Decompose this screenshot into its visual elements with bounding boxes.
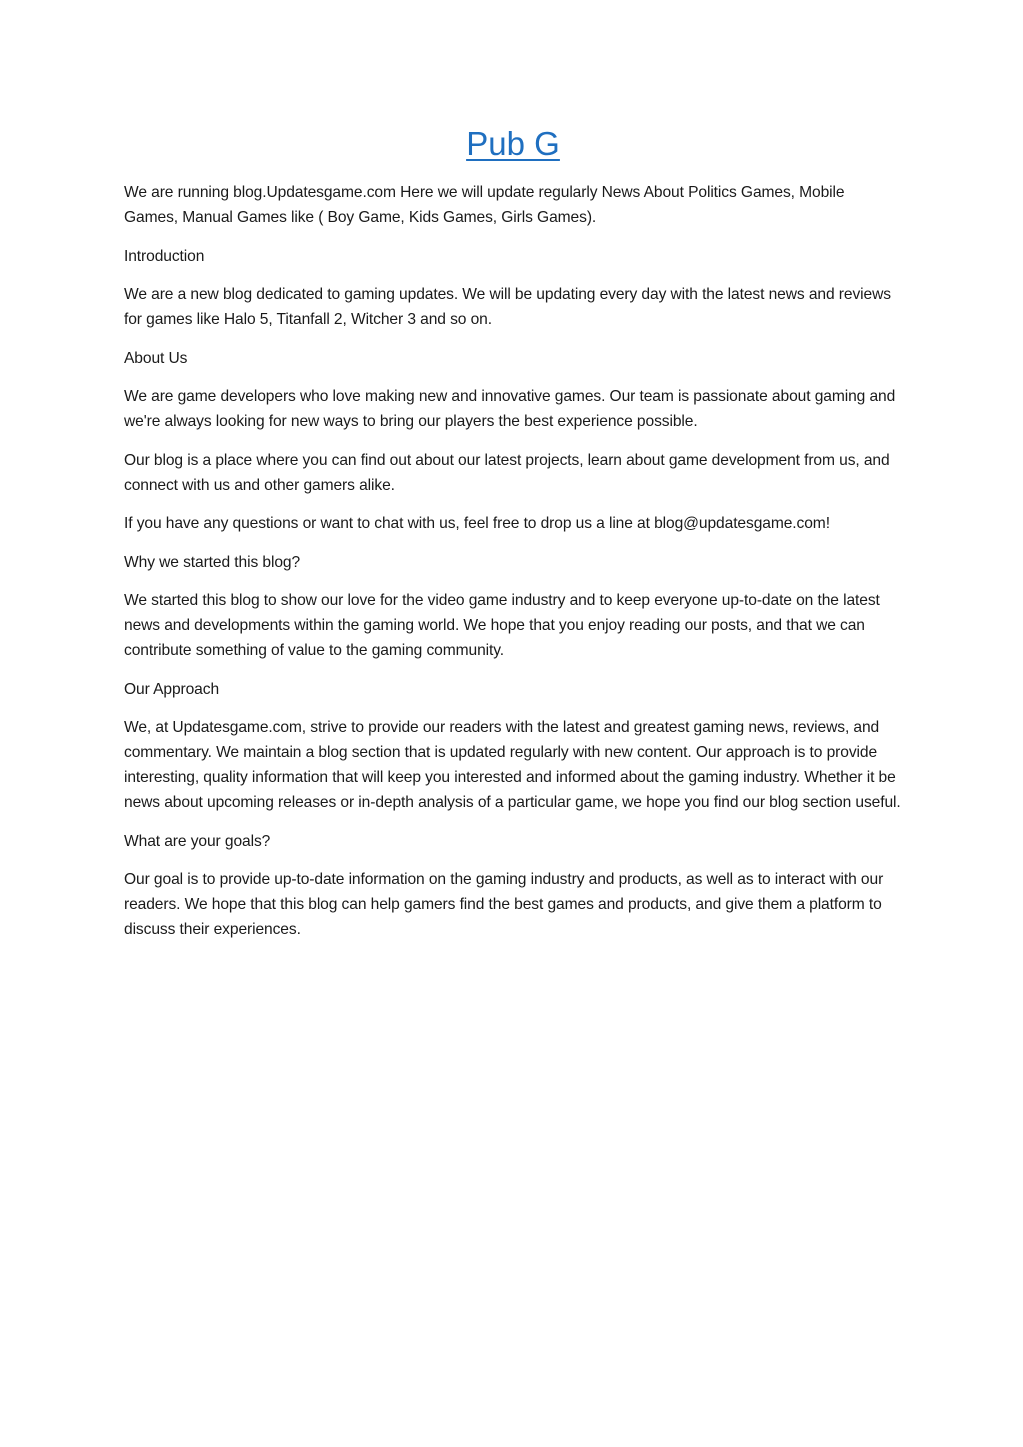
document-page — [124, 124, 902, 956]
introduction-paragraph: We are a new blog dedicated to gaming updates. We will be updating every day with the latest news and reviews for games like Halo 5, Titanfall 2, Witcher 3 and so on. — [124, 286, 891, 328]
heading-introduction: Introduction — [124, 247, 205, 265]
contact-paragraph: If you have any questions or want to chat with us, feel free to drop us a line at blog@updatesgame.com! — [124, 515, 830, 532]
heading-our-approach: Our Approach — [124, 680, 220, 698]
title-link[interactable]: Pub G — [466, 125, 560, 162]
heading-why-started: Why we started this blog? — [124, 553, 301, 571]
heading-about-us: About Us — [124, 349, 188, 367]
our-approach-paragraph: We, at Updatesgame.com, strive to provide our readers with the latest and greatest gaming news, reviews, and commentary. We maintain a blog section that is updated regularly with new content. Our approach is to provide interesting, quality information that will keep you interested and informed about the gaming industry. Whether it be news about upcoming releases or in-depth analysis of a particular game, we hope you find our blog section useful. — [124, 719, 901, 811]
about-us-paragraph-2: Our blog is a place where you can find out about our latest projects, learn about game development from us, and connect with us and other gamers alike. — [124, 451, 890, 494]
heading-goals: What are your goals? — [124, 832, 271, 850]
intro-paragraph: We are running blog.Updatesgame.com Here we will update regularly News About Politics Games, Mobile Games, Manual Games like ( Boy Game, Kids Games, Girls Games). — [124, 184, 845, 226]
about-us-paragraph-1: We are game developers who love making new and innovative games. Our team is passionate about gaming and we're always looking for new ways to bring our players the best experience possible. — [124, 388, 896, 430]
goals-paragraph: Our goal is to provide up-to-date information on the gaming industry and products, as well as to interact with our readers. We hope that this blog can help gamers find the best games and products, and give them a platform to discuss their experiences. — [124, 871, 884, 938]
why-started-paragraph: We started this blog to show our love for the video game industry and to keep everyone up-to-date on the latest news and developments within the gaming world. We hope that you enjoy reading our posts, and that we can contribute something of value to the gaming community. — [124, 592, 880, 659]
document-title — [124, 124, 902, 164]
